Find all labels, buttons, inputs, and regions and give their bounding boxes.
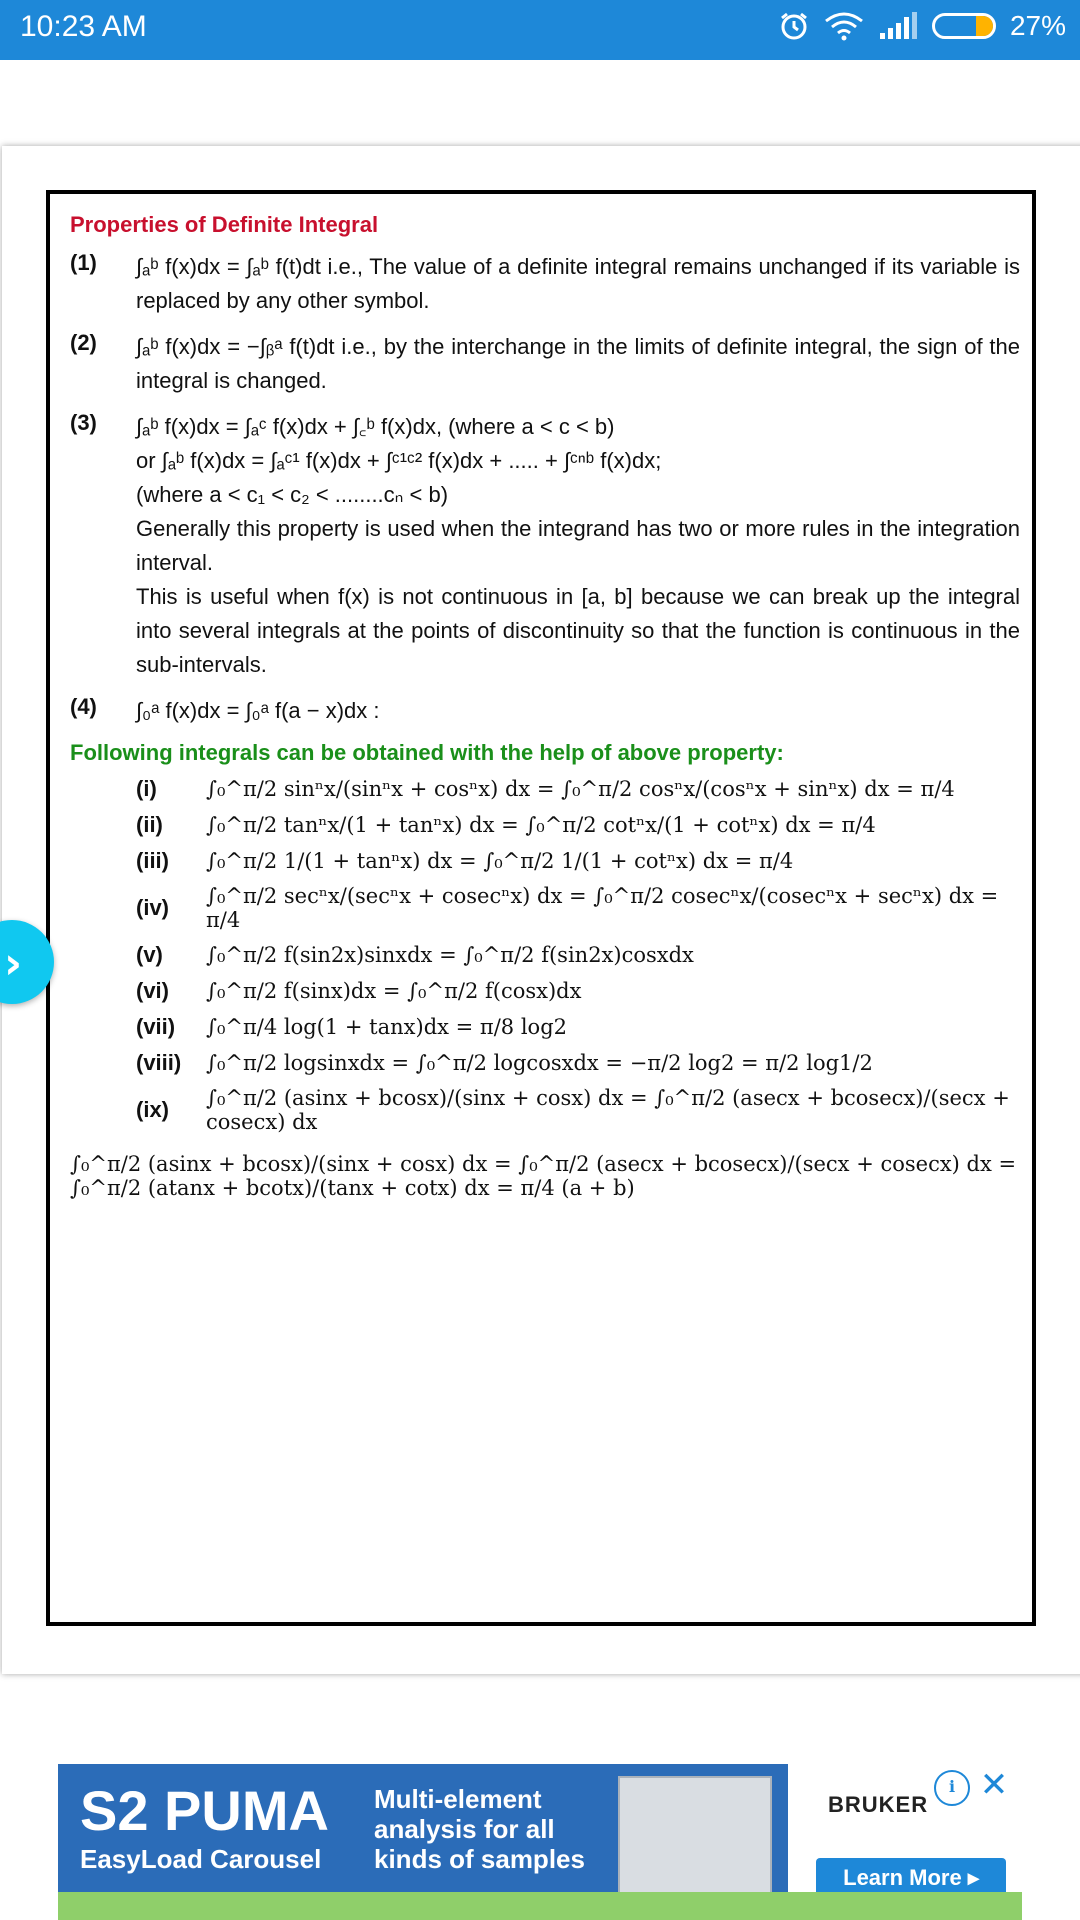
- property-3-para1: Generally this property is used when the integrand has two or more rules in the integration interval.: [136, 516, 1020, 575]
- integral-equation: ∫₀^π/2 sinⁿx/(sinⁿx + cosⁿx) dx = ∫₀^π/2 cosⁿx/(cosⁿx + sinⁿx) dx = π/4: [206, 777, 955, 801]
- property-2: [70, 330, 1020, 398]
- property-3-formula: ∫ₐᵇ f(x)dx = ∫ₐᶜ f(x)dx + ∫꜀ᵇ f(x)dx, (where a < c < b): [136, 414, 615, 439]
- property-2-text: i.e., by the interchange in the limits of definite integral, the sign of the integral is changed.: [136, 334, 1020, 393]
- integral-equation: ∫₀^π/4 log(1 + tanx)dx = π/8 log2: [206, 1015, 567, 1039]
- property-1: [70, 250, 1020, 318]
- chevron-right-icon: ›: [4, 938, 23, 989]
- integral-equation: ∫₀^π/2 f(sin2x)sinxdx = ∫₀^π/2 f(sin2x)cosxdx: [206, 943, 694, 967]
- integral-equation: ∫₀^π/2 secⁿx/(secⁿx + cosecⁿx) dx = ∫₀^π/2 cosecⁿx/(cosecⁿx + secⁿx) dx = π/4: [206, 884, 999, 932]
- following-heading: Following integrals can be obtained with the help of above property:: [70, 740, 784, 765]
- content-box: [46, 190, 1036, 1626]
- learn-more-button[interactable]: Learn More ▸: [816, 1858, 1006, 1898]
- property-2-formula: ∫ₐᵇ f(x)dx = −∫ᵦᵃ f(t)dt: [136, 334, 335, 359]
- ad-info-icon[interactable]: i: [934, 1770, 970, 1806]
- ad-bottom-strip: [58, 1892, 1022, 1920]
- ad-banner[interactable]: [58, 1764, 1022, 1920]
- property-1-formula: ∫ₐᵇ f(x)dx = ∫ₐᵇ f(t)dt: [136, 254, 321, 279]
- integral-equation: ∫₀^π/2 f(sinx)dx = ∫₀^π/2 f(cosx)dx: [206, 979, 582, 1003]
- ad-tagline: Multi-element analysis for all kinds of samples: [374, 1784, 585, 1874]
- status-time: 10:23 AM: [20, 10, 147, 43]
- property-4-formula: ∫₀ᵃ f(x)dx = ∫₀ᵃ f(a − x)dx :: [136, 698, 380, 723]
- integral-row: (vi) ∫₀^π/2 f(sinx)dx = ∫₀^π/2 f(cosx)dx: [136, 978, 582, 1003]
- property-number: (3): [70, 410, 97, 435]
- battery-percent: 27%: [1009, 10, 1066, 41]
- integral-row: (ix) ∫₀^π/2 (asinx + bcosx)/(sinx + cosx) dx = ∫₀^π/2 (asecx + bcosecx)/(secx + cosecx) dx: [70, 1086, 1020, 1134]
- integral-row: (v) ∫₀^π/2 f(sin2x)sinxdx = ∫₀^π/2 f(sin2x)cosxdx: [136, 942, 694, 967]
- integral-row: (vii) ∫₀^π/4 log(1 + tanx)dx = π/8 log2: [136, 1014, 567, 1039]
- ad-close-icon[interactable]: ✕: [979, 1765, 1009, 1805]
- property-number: (4): [70, 694, 97, 719]
- property-3-para2: This is useful when f(x) is not continuous in [a, b] because we can break up the integral into several integrals at the points of discontinuity so that the function is continuous in the sub-intervals.: [136, 584, 1020, 677]
- property-3-or: or ∫ₐᵇ f(x)dx = ∫ₐᶜ¹ f(x)dx + ∫ᶜ¹ᶜ² f(x)dx + ..... + ∫ᶜⁿᵇ f(x)dx;: [136, 448, 662, 473]
- property-number: (2): [70, 330, 97, 355]
- property-4: [70, 694, 1020, 728]
- ad-brand: S2 PUMA: [80, 1779, 329, 1842]
- document-page: [2, 146, 1080, 1674]
- integral-equation: ∫₀^π/2 (asinx + bcosx)/(sinx + cosx) dx = ∫₀^π/2 (asecx + bcosecx)/(secx + cosecx) dx: [206, 1086, 1010, 1134]
- document-content: [70, 212, 1020, 1200]
- integral-equation: ∫₀^π/2 logsinxdx = ∫₀^π/2 logcosxdx = −π/2 log2 = π/2 log1/2: [206, 1051, 873, 1075]
- status-bar: [0, 0, 1080, 60]
- integral-row: (ii) ∫₀^π/2 tanⁿx/(1 + tanⁿx) dx = ∫₀^π/2 cotⁿx/(1 + cotⁿx) dx = π/4: [136, 812, 876, 837]
- integral-row: (iv) ∫₀^π/2 secⁿx/(secⁿx + cosecⁿx) dx = ∫₀^π/2 cosecⁿx/(cosecⁿx + secⁿx) dx = π/4: [70, 884, 1020, 932]
- property-1-text: i.e., The value of a definite integral remains unchanged if its variable is replaced by any other symbol.: [136, 254, 1020, 313]
- property-number: (1): [70, 250, 97, 275]
- integral-equation: ∫₀^π/2 tanⁿx/(1 + tanⁿx) dx = ∫₀^π/2 cotⁿx/(1 + cotⁿx) dx = π/4: [206, 813, 876, 837]
- wifi-icon: [824, 11, 864, 41]
- section-title: Properties of Definite Integral: [70, 212, 379, 237]
- signal-icon: [878, 11, 918, 41]
- ad-subtitle: EasyLoad Carousel: [80, 1844, 322, 1874]
- property-3: [70, 410, 1020, 682]
- integral-equation: ∫₀^π/2 1/(1 + tanⁿx) dx = ∫₀^π/2 1/(1 + cotⁿx) dx = π/4: [206, 849, 794, 873]
- status-icons: [778, 10, 1066, 42]
- integral-row: (viii) ∫₀^π/2 logsinxdx = ∫₀^π/2 logcosxdx = −π/2 log2 = π/2 log1/2: [136, 1050, 873, 1075]
- ad-logo: BRUKER: [828, 1792, 929, 1817]
- integral-row: (iii) ∫₀^π/2 1/(1 + tanⁿx) dx = ∫₀^π/2 1/(1 + cotⁿx) dx = π/4: [136, 848, 794, 873]
- battery-icon: [932, 13, 996, 39]
- final-equation: ∫₀^π/2 (asinx + bcosx)/(sinx + cosx) dx = ∫₀^π/2 (asecx + bcosecx)/(secx + cosecx) dx = ∫₀^π/2 (atanx + bcotx)/(tanx + cotx) dx = π/4 (a + b): [70, 1152, 1017, 1200]
- integral-row: (i) ∫₀^π/2 sinⁿx/(sinⁿx + cosⁿx) dx = ∫₀^π/2 cosⁿx/(cosⁿx + sinⁿx) dx = π/4: [136, 776, 955, 801]
- property-3-where: (where a < c₁ < c₂ < ........cₙ < b): [136, 482, 449, 507]
- alarm-icon: [778, 10, 810, 42]
- ad-product-image: [618, 1776, 772, 1900]
